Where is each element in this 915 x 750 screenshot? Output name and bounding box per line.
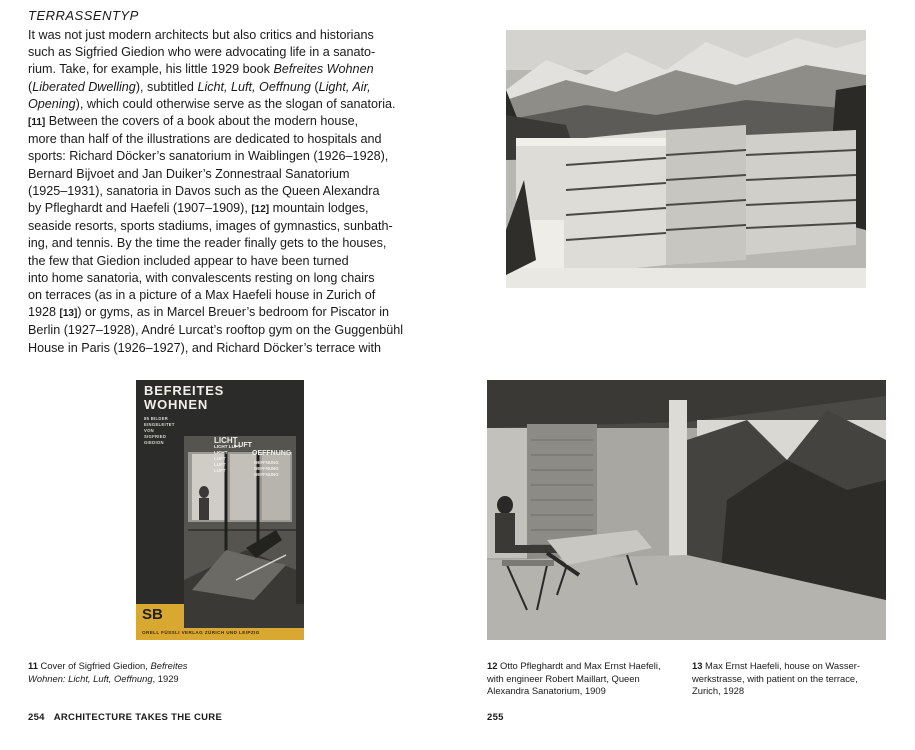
caption-11-tail: , 1929 xyxy=(152,672,179,684)
caption-11 xyxy=(28,660,218,685)
caption-12-line: with engineer Robert Maillart, Queen xyxy=(487,672,640,684)
left-folio xyxy=(28,712,222,723)
cover-small-oeffnung-line: OEFFNUNG xyxy=(254,460,279,465)
cover-small-oeffnung-line: OEFFNUNG xyxy=(254,466,279,471)
text-run: House in Paris (1926–1927), and Richard Döcker’s terrace with xyxy=(28,340,382,355)
body-line xyxy=(28,340,438,357)
body-line xyxy=(28,131,438,148)
figure-reference: [13] xyxy=(59,308,78,320)
cover-subtitle-line: EINGELEITET xyxy=(144,422,175,427)
body-line xyxy=(28,200,438,218)
cover-publisher: ORELL FÜSSLI VERLAG ZÜRICH UND LEIPZIG xyxy=(142,630,260,635)
body-text xyxy=(28,27,438,357)
sanatorium-photo xyxy=(506,30,866,288)
cover-licht: LICHT xyxy=(214,436,238,445)
body-line xyxy=(28,270,438,287)
body-line xyxy=(28,27,438,44)
text-run: Between the covers of a book about the modern house, xyxy=(45,114,359,129)
cover-subtitle-line: SIGFRIED xyxy=(144,434,167,439)
text-run: 1928 xyxy=(28,305,60,320)
body-line xyxy=(28,235,438,252)
text-run: ), subtitled xyxy=(135,79,198,94)
right-page-number: 255 xyxy=(487,712,504,723)
italic-run: Light, Air, xyxy=(318,79,371,94)
section-heading: TERRASSENTYP xyxy=(28,8,139,23)
caption-12-number: 12 xyxy=(487,660,498,671)
cover-subtitle-line: GIEDION xyxy=(144,440,164,445)
text-run: ( xyxy=(310,79,319,94)
italic-run: Opening xyxy=(28,96,76,111)
body-line xyxy=(28,253,438,270)
text-run: It was not just modern architects but also critics and historians xyxy=(28,28,374,42)
text-run: ( xyxy=(28,79,33,94)
text-run: Bernard Bijvoet and Jan Duiker’s Zonnestraal Sanatorium xyxy=(28,166,350,181)
caption-13 xyxy=(692,660,892,698)
cover-luft: LUFT xyxy=(234,442,252,449)
cover-subtitle-line: 85 BILDER xyxy=(144,416,169,421)
cover-small-word: LUFT xyxy=(214,456,226,461)
body-line xyxy=(28,148,438,165)
body-line xyxy=(28,287,438,304)
cover-subtitle xyxy=(144,416,175,446)
italic-run: Liberated Dwelling xyxy=(32,79,136,94)
cover-title-2: WOHNEN xyxy=(144,397,209,412)
book-cover-image xyxy=(136,380,304,640)
figure-reference: [12] xyxy=(251,204,270,216)
cover-small-word: LICHT LUFT xyxy=(214,444,241,449)
italic-run: Licht, Luft, Oeffnung xyxy=(197,79,311,94)
text-run: such as Sigfried Giedion who were advocating life in a sanato- xyxy=(28,45,376,60)
cover-small-word: LUFT xyxy=(214,462,226,467)
text-run: into home sanatoria, with convalescents resting on long chairs xyxy=(28,270,375,285)
caption-11-text: Cover of Sigfried Giedion, xyxy=(40,660,151,671)
italic-run: Befreites Wohnen xyxy=(273,62,374,77)
body-line xyxy=(28,218,438,235)
body-line xyxy=(28,61,438,78)
caption-13-line: Max Ernst Haefeli, house on Wasser- xyxy=(705,660,860,671)
cover-oeffnung: OEFFNUNG xyxy=(252,450,292,457)
caption-12 xyxy=(487,660,687,698)
body-line xyxy=(28,304,438,322)
cover-small-word: LICHT xyxy=(214,450,228,455)
text-run: on terraces (as in a picture of a Max Haefeli house in Zurich of xyxy=(28,288,376,303)
caption-13-number: 13 xyxy=(692,660,703,671)
text-run: Berlin (1927–1928), André Lurcat’s rooftop gym on the Guggenbühl xyxy=(28,323,404,338)
caption-12-line: Otto Pfleghardt and Max Ernst Haefeli, xyxy=(500,660,661,671)
caption-13-line: werkstrasse, with patient on the terrace, xyxy=(692,672,858,684)
cover-sb-logo: SB xyxy=(142,606,163,623)
text-run: ) or gyms, as in Marcel Breuer’s bedroom for Piscator in xyxy=(77,305,390,320)
text-run: seaside resorts, sports stadiums, images of gymnastics, sunbath- xyxy=(28,219,393,234)
text-run: by Pfleghardt and Haefeli (1907–1909), xyxy=(28,201,252,216)
body-line xyxy=(28,322,438,339)
cover-title-1: BEFREITES xyxy=(144,383,225,398)
caption-12-line: Alexandra Sanatorium, 1909 xyxy=(487,685,606,696)
caption-11-italic: Befreites Wohnen: Licht, Luft, Oeffnung xyxy=(28,660,188,684)
cover-small-oeffnung-line: OEFFNUNG xyxy=(254,472,279,477)
body-line xyxy=(28,166,438,183)
cover-subtitle-line: VON xyxy=(144,428,154,433)
cover-small-oeffnung xyxy=(254,460,279,478)
body-line xyxy=(28,183,438,200)
cover-small-word: LUFT xyxy=(214,468,226,473)
caption-13-line: Zurich, 1928 xyxy=(692,685,745,696)
body-line xyxy=(28,113,438,131)
figure-reference: [11] xyxy=(28,117,46,129)
text-run: mountain lodges, xyxy=(269,201,369,216)
body-line xyxy=(28,44,438,61)
caption-11-number: 11 xyxy=(28,660,38,671)
text-run: sports: Richard Döcker’s sanatorium in Waiblingen (1926–1928), xyxy=(28,149,389,164)
text-run: ing, and tennis. By the time the reader finally gets to the houses, xyxy=(28,236,387,251)
text-run: (1925–1931), sanatoria in Davos such as the Queen Alexandra xyxy=(28,183,380,198)
text-run: ), which could otherwise serve as the slogan of sanatoria. xyxy=(75,96,396,111)
body-line xyxy=(28,79,438,96)
text-run: rium. Take, for example, his little 1929 book xyxy=(28,62,274,77)
left-page-number: 254 xyxy=(28,712,45,723)
terrace-photo xyxy=(487,380,886,640)
running-title: ARCHITECTURE TAKES THE CURE xyxy=(53,712,223,723)
body-line xyxy=(28,96,438,113)
text-run: the few that Giedion included appear to have been turned xyxy=(28,253,349,268)
text-run: more than half of the illustrations are dedicated to hospitals and xyxy=(28,132,382,147)
